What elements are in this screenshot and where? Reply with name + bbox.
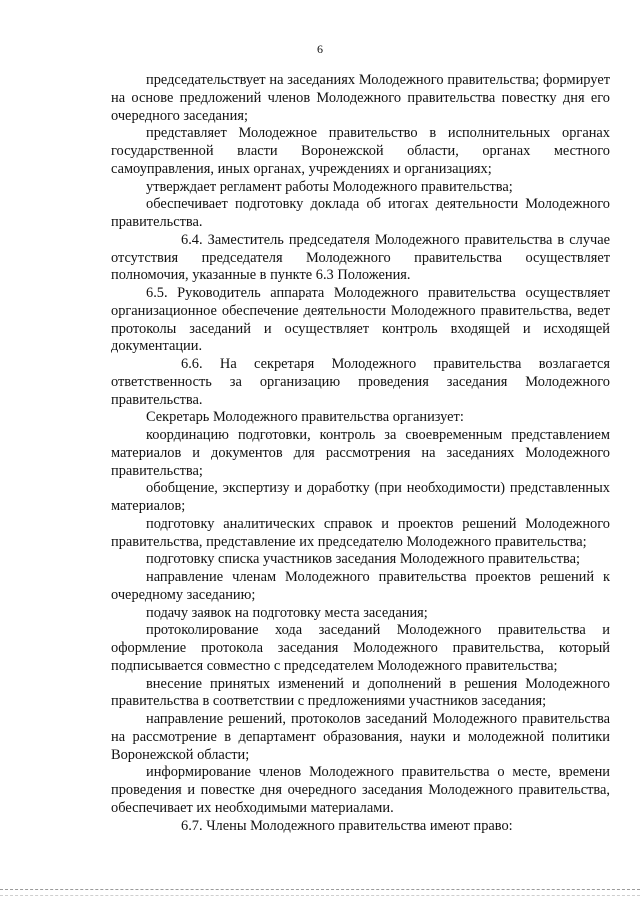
clause-number: 6.7. — [181, 817, 203, 834]
page-number: 6 — [317, 42, 323, 56]
secretary-duty: информирование членов Молодежного правительства о месте, времени проведения и повестке дня очередного заседания Молодежного правительства, обеспечивает их необходимыми материалами. — [111, 764, 610, 816]
secretary-duty: обобщение, экспертизу и доработку (при необходимости) представленных материалов; — [111, 480, 610, 514]
secretary-intro: Секретарь Молодежного правительства организует: — [146, 409, 464, 426]
secretary-duty: протоколирование хода заседаний Молодежного правительства и оформление протокола заседания Молодежного правительства, который подписывается совместно с председателем Молодежного правительства; — [111, 622, 610, 674]
paragraph-chair-regulation: утверждает регламент работы Молодежного правительства; — [146, 178, 513, 195]
clause-text: На секретаря Молодежного правительства возлагается ответственность за организацию проведения заседания Молодежного правительства. — [111, 356, 610, 408]
clause-6-4 — [111, 232, 610, 285]
clause-6-6 — [111, 356, 610, 409]
clause-number: 6.6. — [181, 356, 203, 372]
clause-6-5 — [111, 285, 610, 356]
clause-number: 6.4. — [181, 231, 203, 248]
scan-edge-line-faint — [0, 895, 640, 896]
clause-text: Руководитель аппарата Молодежного правительства осуществляет организационное обеспечение деятельности Молодежного правительства, ведет протоколы заседаний и осуществляет контроль входящей и исходящей документации. — [111, 285, 610, 355]
document-body — [111, 72, 610, 835]
secretary-duty: направление решений, протоколов заседаний Молодежного правительства на рассмотрение в департамент образования, науки и молодежной политики Воронежской области; — [111, 711, 610, 763]
secretary-duty: координацию подготовки, контроль за своевременным представлением материалов и документов для рассмотрения на заседаниях Молодежного правительства; — [111, 427, 610, 479]
secretary-duty: подготовку списка участников заседания Молодежного правительства; — [146, 551, 581, 568]
clause-text: Заместитель председателя Молодежного правительства в случае отсутствия председателя Молодежного правительства осуществляет полномочия, указанные в пункте 6.3 Положения. — [111, 231, 610, 284]
secretary-duty: подготовку аналитических справок и проектов решений Молодежного правительства, представление их председателю Молодежного правительства; — [111, 515, 610, 550]
secretary-duty: внесение принятых изменений и дополнений в решения Молодежного правительства в соответствии с предложениями участников заседания; — [111, 675, 610, 710]
clause-text: Члены Молодежного правительства имеют право: — [206, 817, 513, 834]
paragraph-chair-report: обеспечивает подготовку доклада об итогах деятельности Молодежного правительства. — [111, 196, 610, 230]
paragraph-chair-duties: председательствует на заседаниях Молодежного правительства; формирует на основе предложений членов Молодежного правительства повестку дня его очередного заседания; — [111, 72, 610, 124]
secretary-duty: направление членам Молодежного правительства проектов решений к очередному заседанию; — [111, 569, 610, 603]
secretary-duty: подачу заявок на подготовку места заседания; — [146, 604, 428, 621]
clause-6-7 — [111, 818, 610, 836]
paragraph-chair-represents: представляет Молодежное правительство в исполнительных органах государственной власти Воронежской области, органах местного самоуправления, иных органах, учреждениях и организациях; — [111, 125, 610, 177]
scan-edge-line — [0, 889, 640, 890]
clause-number: 6.5. — [146, 285, 168, 301]
